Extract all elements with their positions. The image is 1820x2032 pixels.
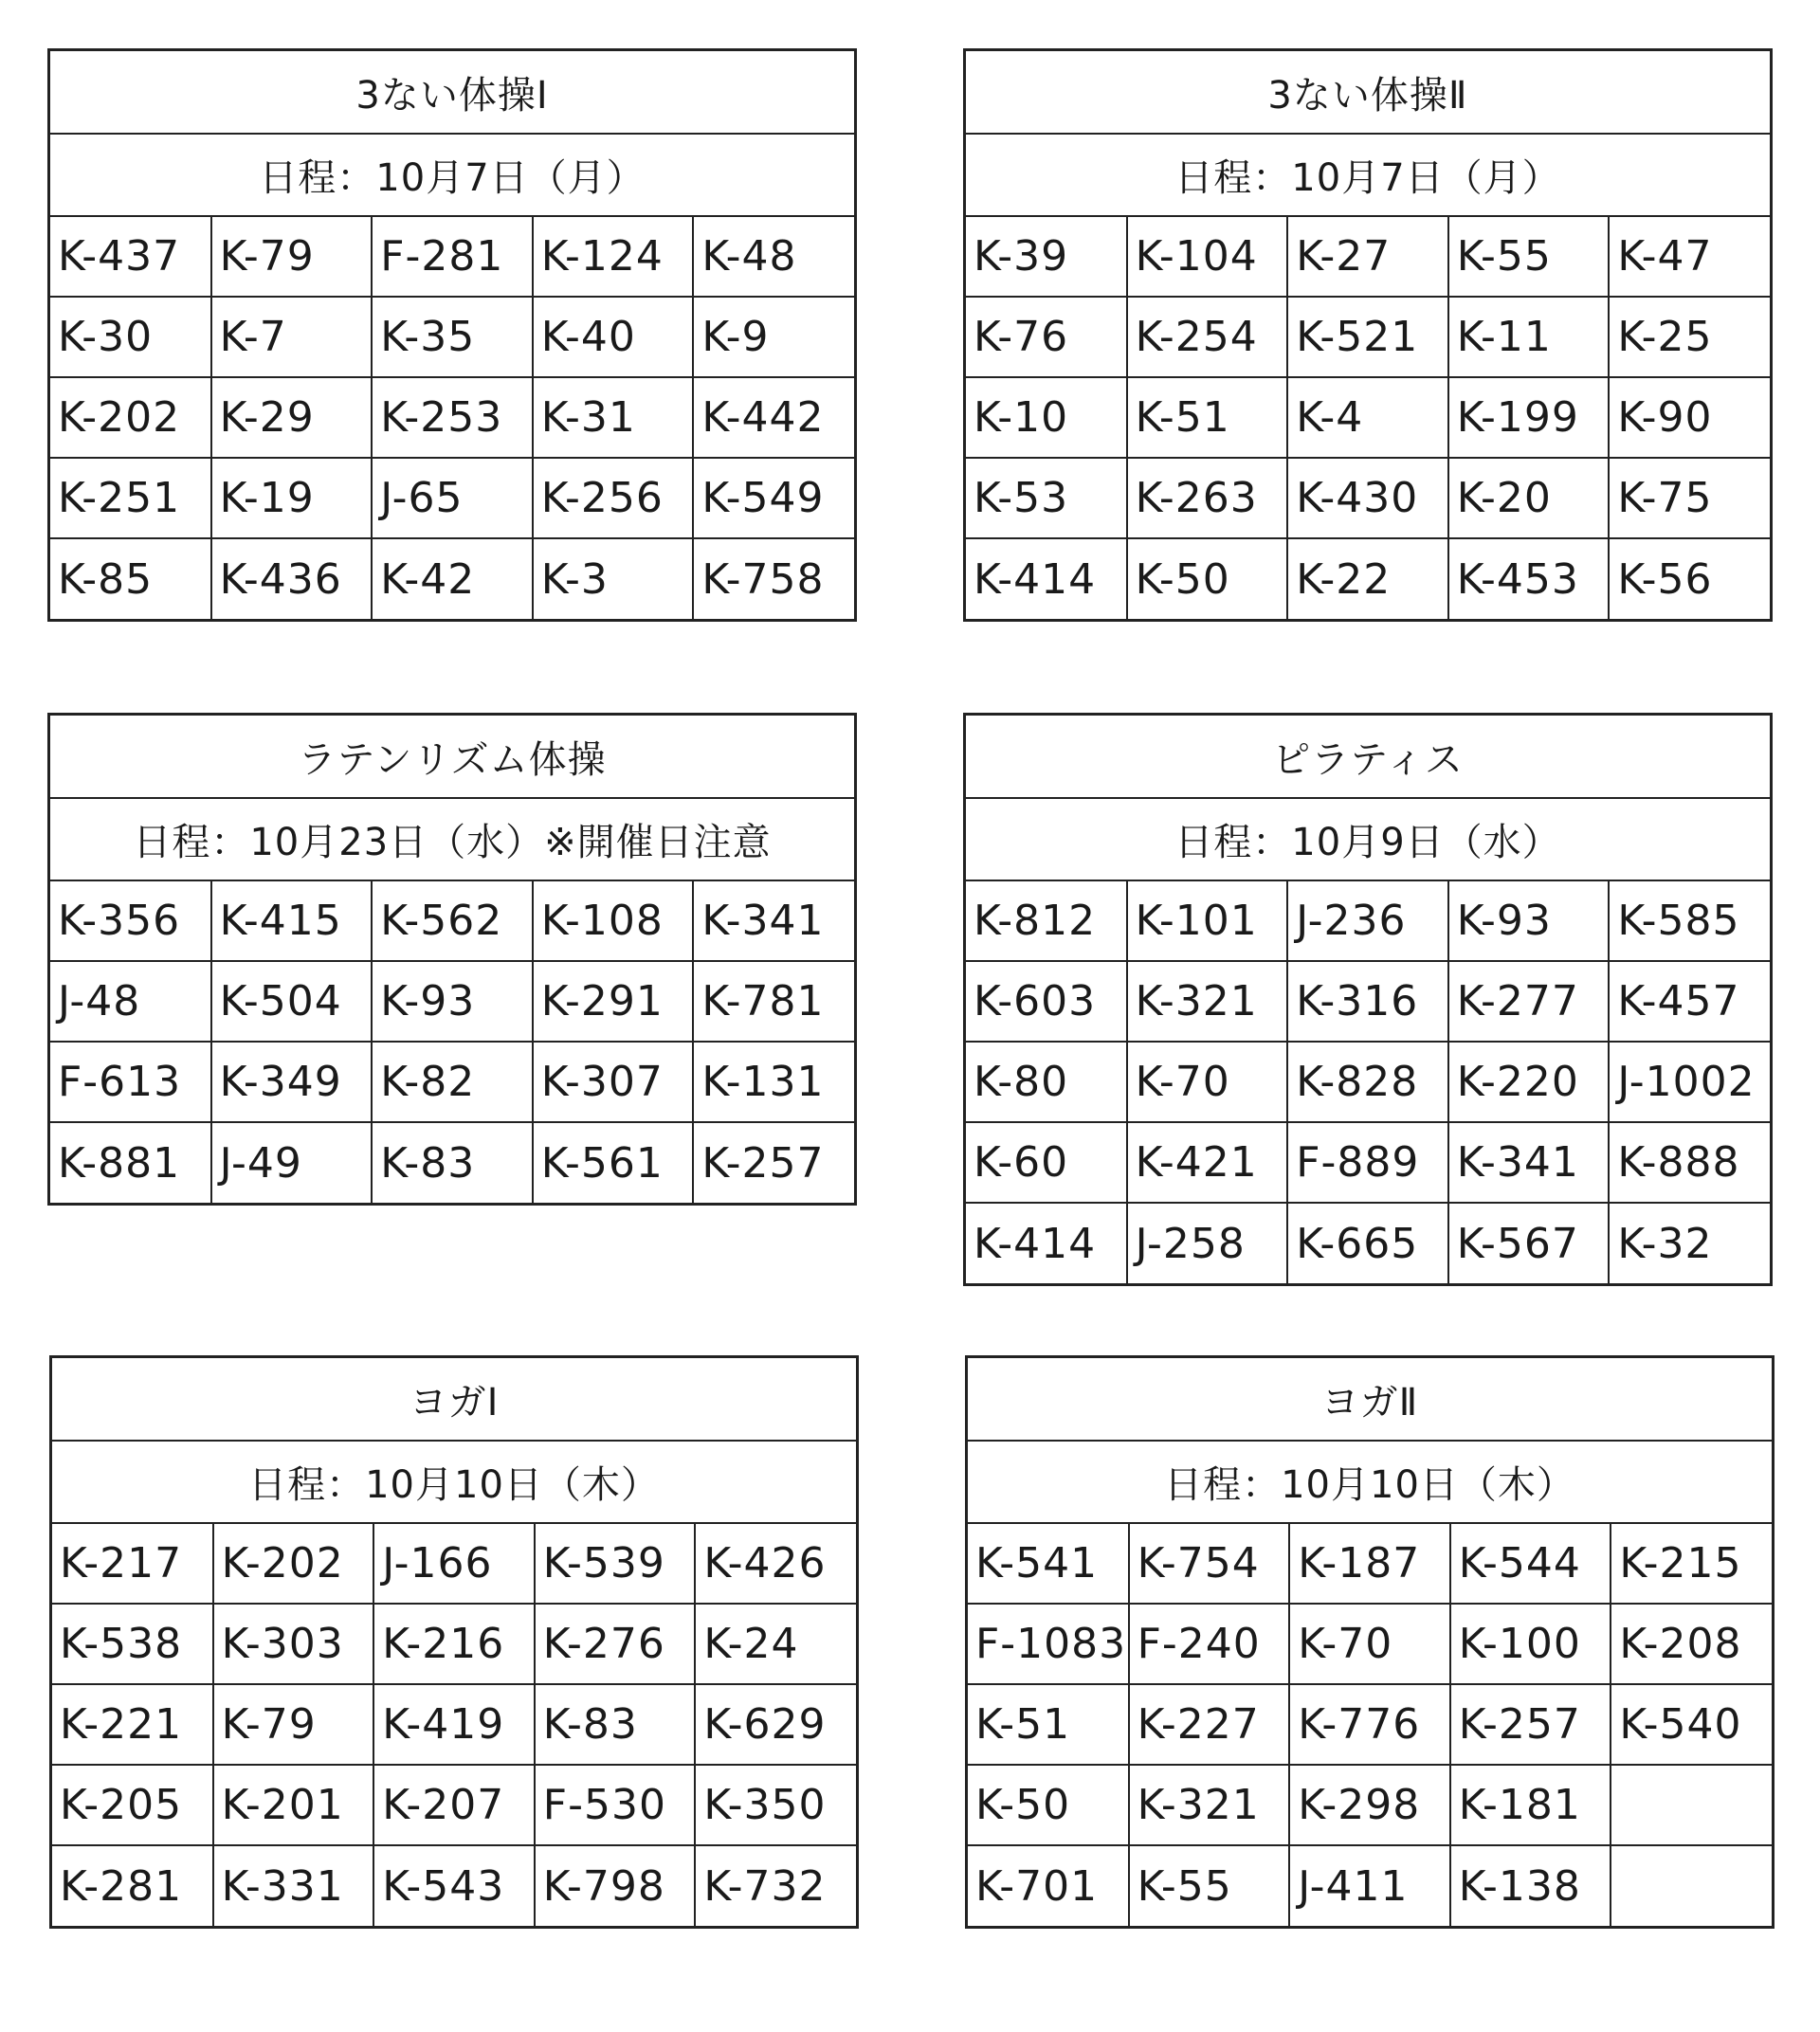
id-cell: K-79: [213, 1684, 374, 1765]
id-cell: K-70: [1289, 1604, 1450, 1684]
table-3nai-2: [963, 48, 1773, 622]
id-cell: K-93: [372, 961, 533, 1042]
id-cell: K-562: [372, 880, 533, 961]
id-cell: K-7: [211, 297, 373, 377]
id-cell: K-442: [693, 377, 854, 458]
table-row: [966, 538, 1770, 619]
id-cell: K-104: [1127, 216, 1288, 297]
id-cell: K-356: [50, 880, 211, 961]
id-cell: K-108: [533, 880, 694, 961]
id-cell: K-257: [693, 1122, 854, 1203]
id-cell: K-60: [966, 1122, 1127, 1203]
table-yoga-1: [49, 1355, 859, 1929]
schedule-date: 日程：10月23日（水）※開催日注意: [50, 798, 854, 880]
id-cell: K-51: [1127, 377, 1288, 458]
id-cell: K-4: [1287, 377, 1448, 458]
id-cell: K-217: [52, 1523, 213, 1604]
id-cell: K-70: [1127, 1042, 1288, 1122]
id-cell: K-254: [1127, 297, 1288, 377]
id-cell: F-530: [535, 1765, 696, 1845]
id-cell: K-414: [966, 538, 1127, 619]
id-cell: K-541: [968, 1523, 1129, 1604]
id-cell: K-665: [1287, 1203, 1448, 1283]
id-cell: K-701: [968, 1845, 1129, 1926]
id-cell: J-65: [372, 458, 533, 538]
id-cell: K-93: [1448, 880, 1610, 961]
id-cell: J-1002: [1609, 1042, 1770, 1122]
id-cell: K-11: [1448, 297, 1610, 377]
id-cell: J-258: [1127, 1203, 1288, 1283]
id-cell: K-90: [1609, 377, 1770, 458]
id-cell: K-47: [1609, 216, 1770, 297]
id-cell: [1611, 1845, 1772, 1926]
id-cell: K-216: [373, 1604, 535, 1684]
table-row: [966, 1042, 1770, 1122]
id-cell: K-538: [52, 1604, 213, 1684]
id-cell: K-331: [213, 1845, 374, 1926]
id-cell: K-504: [211, 961, 373, 1042]
id-cell: K-75: [1609, 458, 1770, 538]
id-cell: J-236: [1287, 880, 1448, 961]
id-cell: K-419: [373, 1684, 535, 1765]
id-cell: K-549: [693, 458, 854, 538]
table-row: [52, 1765, 856, 1845]
id-cell: K-758: [693, 538, 854, 619]
id-cell: K-40: [533, 297, 694, 377]
table-row: [52, 1604, 856, 1684]
id-cell: K-22: [1287, 538, 1448, 619]
table-row: [966, 297, 1770, 377]
id-cell: K-457: [1609, 961, 1770, 1042]
id-cell: K-30: [50, 297, 211, 377]
id-cell: K-50: [968, 1765, 1129, 1845]
id-cell: K-798: [535, 1845, 696, 1926]
id-cell: K-55: [1129, 1845, 1290, 1926]
id-cell: K-9: [693, 297, 854, 377]
id-cell: K-35: [372, 297, 533, 377]
id-cell: K-42: [372, 538, 533, 619]
table-row: [968, 1523, 1772, 1604]
id-cell: K-754: [1129, 1523, 1290, 1604]
table-title: 3ない体操Ⅰ: [50, 51, 854, 134]
id-cell: K-350: [695, 1765, 856, 1845]
id-cell: K-19: [211, 458, 373, 538]
table-row: [966, 1203, 1770, 1283]
table-latin-rhythm: [47, 713, 857, 1206]
id-cell: K-227: [1129, 1684, 1290, 1765]
table-row: [50, 1042, 854, 1122]
id-cell: K-540: [1611, 1684, 1772, 1765]
id-cell: K-55: [1448, 216, 1610, 297]
id-cell: K-215: [1611, 1523, 1772, 1604]
table-row: [50, 538, 854, 619]
id-cell: K-437: [50, 216, 211, 297]
id-cell: K-521: [1287, 297, 1448, 377]
table-title: ヨガⅡ: [968, 1358, 1772, 1441]
table-title: ラテンリズム体操: [50, 716, 854, 798]
id-cell: K-307: [533, 1042, 694, 1122]
id-cell: F-281: [372, 216, 533, 297]
table-row: [966, 458, 1770, 538]
table-row: [968, 1765, 1772, 1845]
id-cell: K-453: [1448, 538, 1610, 619]
id-cell: K-27: [1287, 216, 1448, 297]
id-cell: K-181: [1450, 1765, 1611, 1845]
table-row: [966, 216, 1770, 297]
id-cell: K-50: [1127, 538, 1288, 619]
id-cell: K-83: [535, 1684, 696, 1765]
table-row: [966, 880, 1770, 961]
id-cell: K-131: [693, 1042, 854, 1122]
schedule-date: 日程：10月10日（木）: [52, 1441, 856, 1523]
id-cell: K-221: [52, 1684, 213, 1765]
id-cell: K-812: [966, 880, 1127, 961]
id-cell: K-20: [1448, 458, 1610, 538]
id-cell: K-83: [372, 1122, 533, 1203]
id-cell: J-48: [50, 961, 211, 1042]
id-cell: J-411: [1289, 1845, 1450, 1926]
id-cell: K-776: [1289, 1684, 1450, 1765]
table-title: ピラティス: [966, 716, 1770, 798]
id-cell: K-79: [211, 216, 373, 297]
table-title: ヨガⅠ: [52, 1358, 856, 1441]
schedule-date: 日程：10月7日（月）: [966, 134, 1770, 216]
id-cell: K-82: [372, 1042, 533, 1122]
table-row: [968, 1845, 1772, 1926]
table-row: [968, 1604, 1772, 1684]
id-cell: K-277: [1448, 961, 1610, 1042]
id-cell: K-39: [966, 216, 1127, 297]
id-cell: K-100: [1450, 1604, 1611, 1684]
table-row: [52, 1684, 856, 1765]
id-cell: K-732: [695, 1845, 856, 1926]
table-row: [968, 1684, 1772, 1765]
id-cell: K-199: [1448, 377, 1610, 458]
id-cell: K-291: [533, 961, 694, 1042]
id-cell: K-208: [1611, 1604, 1772, 1684]
table-row: [50, 216, 854, 297]
id-cell: K-220: [1448, 1042, 1610, 1122]
id-cell: K-543: [373, 1845, 535, 1926]
id-cell: J-49: [211, 1122, 373, 1203]
schedule-date: 日程：10月7日（月）: [50, 134, 854, 216]
id-cell: K-138: [1450, 1845, 1611, 1926]
id-cell: K-276: [535, 1604, 696, 1684]
id-cell: K-253: [372, 377, 533, 458]
id-cell: K-421: [1127, 1122, 1288, 1203]
id-cell: K-10: [966, 377, 1127, 458]
table-row: [966, 377, 1770, 458]
id-cell: K-202: [50, 377, 211, 458]
id-cell: K-257: [1450, 1684, 1611, 1765]
id-cell: F-1083: [968, 1604, 1129, 1684]
id-cell: [1611, 1765, 1772, 1845]
id-cell: K-298: [1289, 1765, 1450, 1845]
table-row: [50, 880, 854, 961]
id-cell: K-85: [50, 538, 211, 619]
id-cell: F-240: [1129, 1604, 1290, 1684]
id-cell: K-48: [693, 216, 854, 297]
id-cell: K-56: [1609, 538, 1770, 619]
table-row: [50, 1122, 854, 1203]
id-cell: K-31: [533, 377, 694, 458]
table-yoga-2: [965, 1355, 1774, 1929]
id-cell: K-629: [695, 1684, 856, 1765]
id-cell: K-3: [533, 538, 694, 619]
id-cell: K-303: [213, 1604, 374, 1684]
table-row: [50, 961, 854, 1042]
id-cell: K-256: [533, 458, 694, 538]
id-cell: K-202: [213, 1523, 374, 1604]
id-cell: K-32: [1609, 1203, 1770, 1283]
id-cell: K-561: [533, 1122, 694, 1203]
id-cell: K-585: [1609, 880, 1770, 961]
id-cell: F-889: [1287, 1122, 1448, 1203]
id-cell: K-321: [1129, 1765, 1290, 1845]
id-cell: K-436: [211, 538, 373, 619]
id-cell: K-281: [52, 1845, 213, 1926]
id-cell: K-430: [1287, 458, 1448, 538]
id-cell: K-567: [1448, 1203, 1610, 1283]
id-cell: K-415: [211, 880, 373, 961]
id-cell: K-603: [966, 961, 1127, 1042]
id-cell: K-53: [966, 458, 1127, 538]
table-3nai-1: [47, 48, 857, 622]
id-cell: K-51: [968, 1684, 1129, 1765]
table-pilates: [963, 713, 1773, 1286]
id-cell: K-80: [966, 1042, 1127, 1122]
id-cell: K-341: [1448, 1122, 1610, 1203]
table-row: [50, 377, 854, 458]
id-cell: K-539: [535, 1523, 696, 1604]
schedule-date: 日程：10月10日（木）: [968, 1441, 1772, 1523]
id-cell: K-251: [50, 458, 211, 538]
table-row: [50, 297, 854, 377]
id-cell: K-201: [213, 1765, 374, 1845]
id-cell: K-101: [1127, 880, 1288, 961]
table-title: 3ない体操Ⅱ: [966, 51, 1770, 134]
id-cell: K-124: [533, 216, 694, 297]
id-cell: K-76: [966, 297, 1127, 377]
table-row: [966, 1122, 1770, 1203]
id-cell: K-544: [1450, 1523, 1611, 1604]
id-cell: K-888: [1609, 1122, 1770, 1203]
id-cell: F-613: [50, 1042, 211, 1122]
schedule-date: 日程：10月9日（水）: [966, 798, 1770, 880]
id-cell: K-29: [211, 377, 373, 458]
id-cell: K-881: [50, 1122, 211, 1203]
table-row: [50, 458, 854, 538]
id-cell: J-166: [373, 1523, 535, 1604]
id-cell: K-205: [52, 1765, 213, 1845]
id-cell: K-828: [1287, 1042, 1448, 1122]
id-cell: K-24: [695, 1604, 856, 1684]
id-cell: K-349: [211, 1042, 373, 1122]
id-cell: K-781: [693, 961, 854, 1042]
id-cell: K-25: [1609, 297, 1770, 377]
id-cell: K-414: [966, 1203, 1127, 1283]
id-cell: K-263: [1127, 458, 1288, 538]
id-cell: K-426: [695, 1523, 856, 1604]
id-cell: K-207: [373, 1765, 535, 1845]
table-row: [966, 961, 1770, 1042]
table-row: [52, 1845, 856, 1926]
table-row: [52, 1523, 856, 1604]
id-cell: K-316: [1287, 961, 1448, 1042]
id-cell: K-321: [1127, 961, 1288, 1042]
id-cell: K-187: [1289, 1523, 1450, 1604]
id-cell: K-341: [693, 880, 854, 961]
